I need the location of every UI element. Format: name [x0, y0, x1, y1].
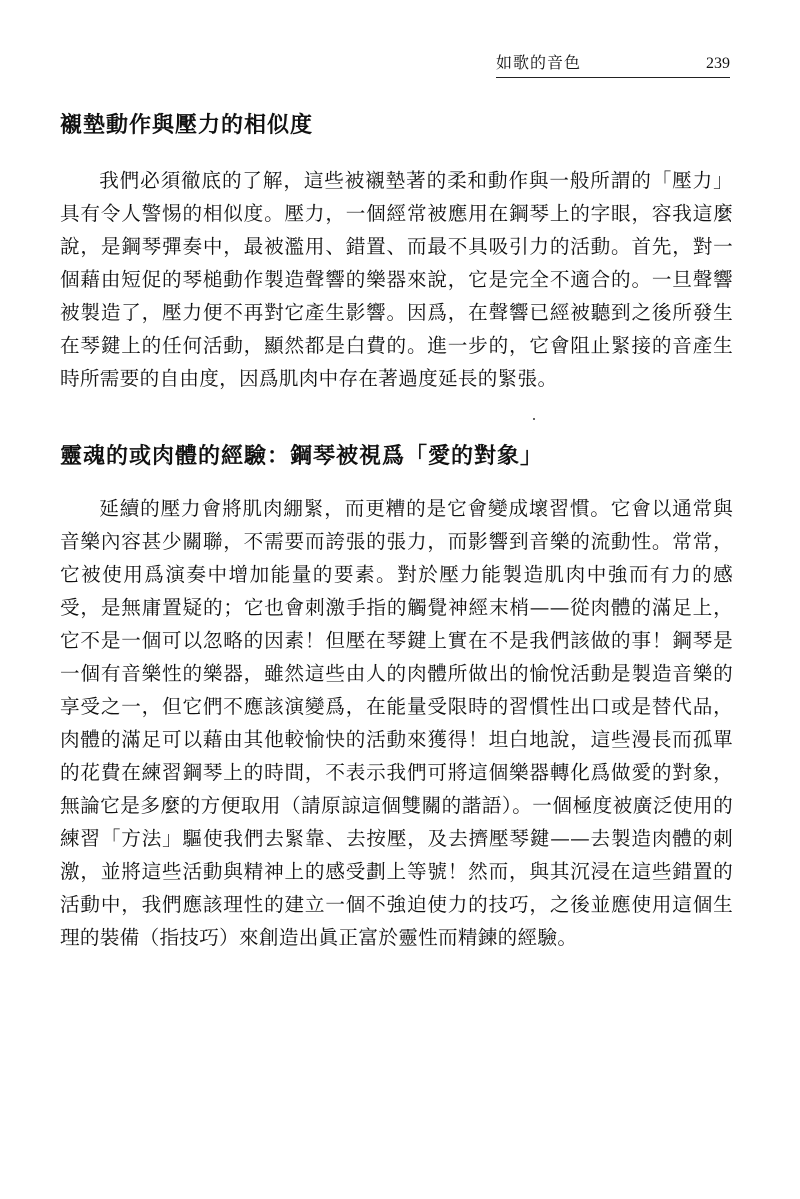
page-number: 239 — [706, 55, 730, 72]
section-paragraph-1: 我們必須徹底的了解，這些被襯墊著的柔和動作與一般所謂的「壓力」具有令人警惕的相似度。壓力，一個經常被應用在鋼琴上的字眼，容我這麼說，是鋼琴彈奏中，最被濫用、錯置、而最不具吸引力的活動。首先，對一個藉由短促的琴槌動作製造聲響的樂器來說，它是完全不適合的。一旦聲響被製造了，壓力便不再對它產生影響。因爲，在聲響已經被聽到之後所發生在琴鍵上的任何活動，顯然都是白費的。進一步的，它會阻止緊接的音產生時所需要的自由度，因爲肌肉中存在著過度延長的緊張。 — [60, 169, 733, 390]
print-speck — [533, 418, 535, 420]
running-header — [496, 50, 730, 78]
running-title: 如歌的音色 — [496, 53, 582, 72]
section-heading-1: 襯墊動作與壓力的相似度 — [60, 113, 314, 138]
section-paragraph-2: 延續的壓力會將肌肉綳緊，而更糟的是它會變成壞習慣。它會以通常與音樂內容甚少關聯，不需要而誇張的張力，而影響到音樂的流動性。常常，它被使用爲演奏中增加能量的要素。對於壓力能製造肌肉中強而有力的感受，是無庸置疑的；它也會刺激手指的觸覺神經末梢——從肉體的滿足上，它不是一個可以忽略的因素！但壓在琴鍵上實在不是我們該做的事！鋼琴是一個有音樂性的樂器，雖然這些由人的肉體所做出的愉悅活動是製造音樂的享受之一，但它們不應該演變爲，在能量受限時的習慣性出口或是替代品，肉體的滿足可以藉由其他較愉快的活動來獲得！坦白地說，這些漫長而孤單的花費在練習鋼琴上的時間，不表示我們可將這個樂器轉化爲做愛的對象，無論它是多麼的方便取用（請原諒這個雙關的諧語）。一個極度被廣泛使用的練習「方法」驅使我們去緊靠、去按壓，及去擠壓琴鍵——去製造肉體的刺激，並將這些活動與精神上的感受劃上等號！然而，與其沉浸在這些錯置的活動中，我們應該理性的建立一個不強迫使力的技巧，之後並應使用這個生理的裝備（指技巧）來創造出眞正富於靈性而精鍊的經驗。 — [60, 497, 733, 949]
section-heading-2: 靈魂的或肉體的經驗：鋼琴被視爲「愛的對象」 — [60, 444, 544, 469]
